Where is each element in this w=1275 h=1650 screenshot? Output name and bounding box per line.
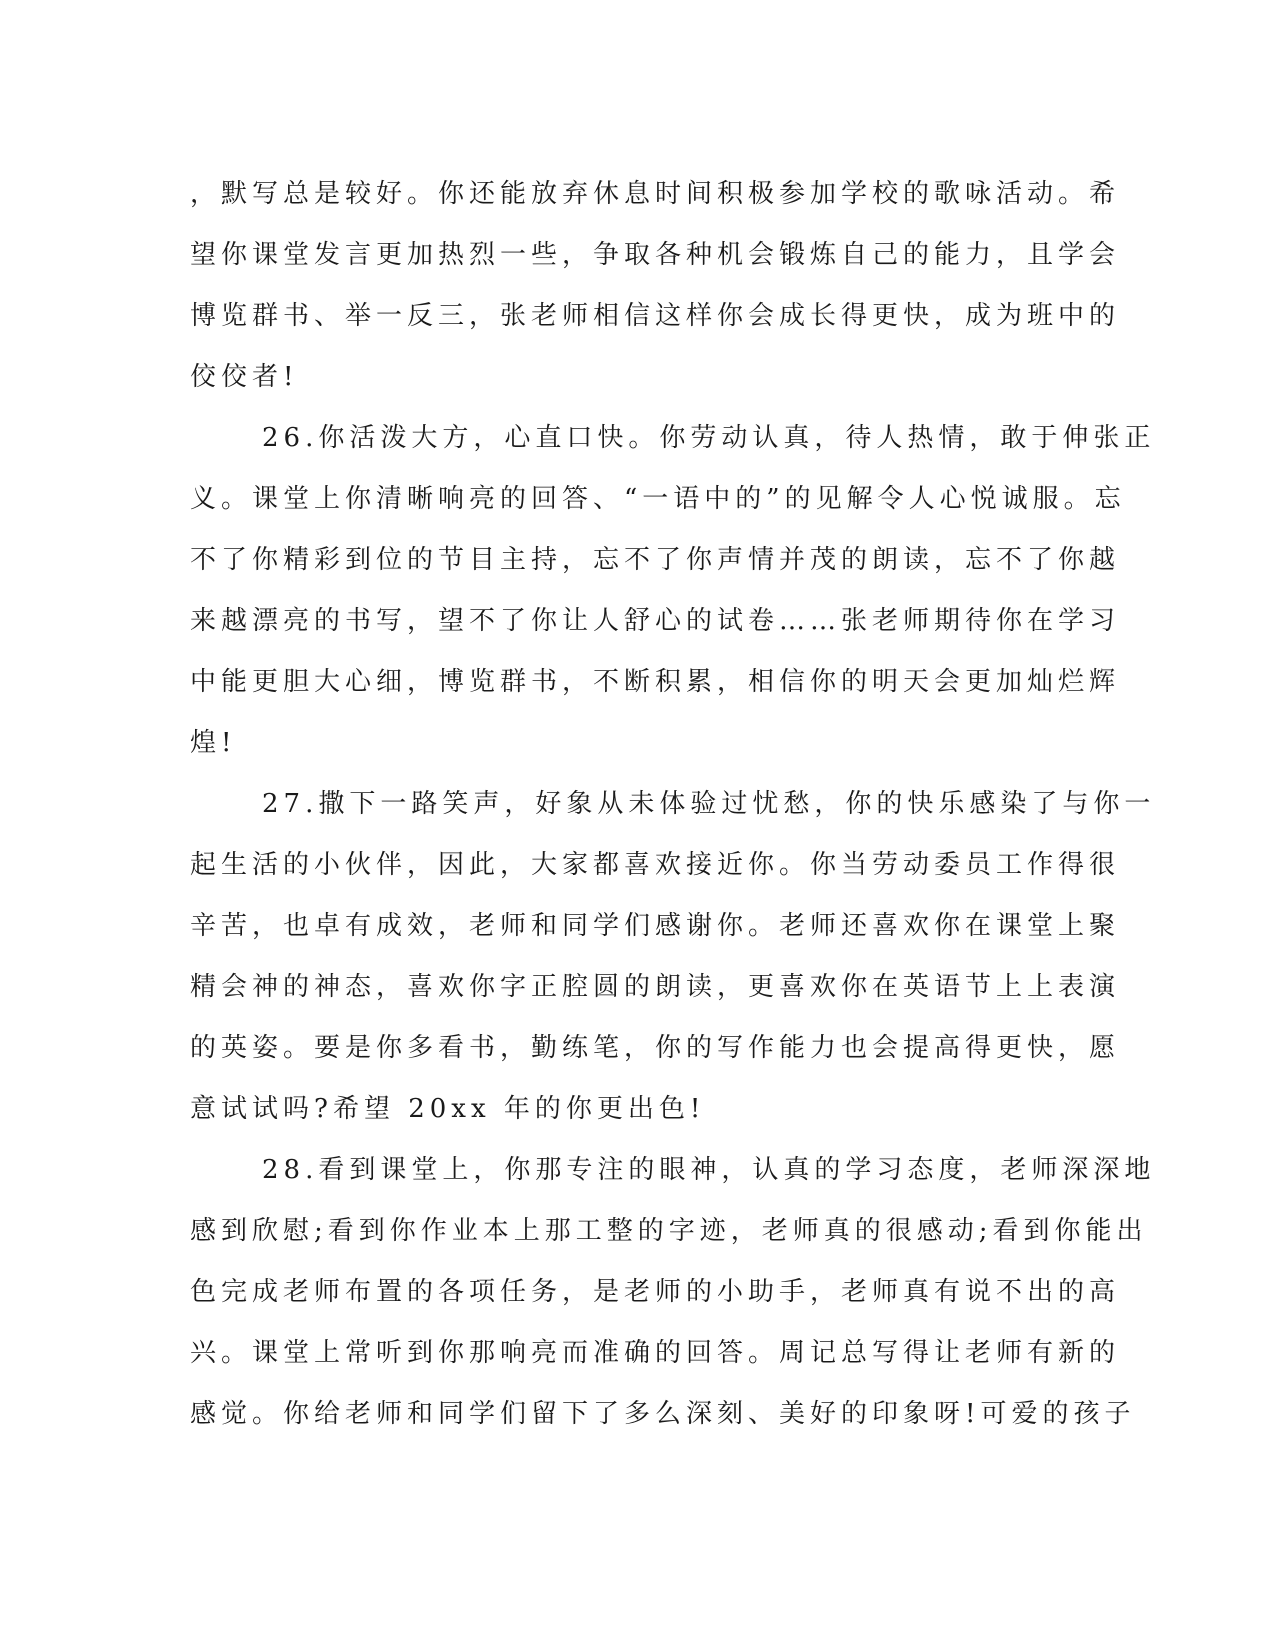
text-line: 感到欣慰;看到你作业本上那工整的字迹，老师真的很感动;看到你能出 bbox=[190, 1216, 1148, 1246]
paragraph-start-28: 28.看到课堂上，你那专注的眼神，认真的学习态度，老师深深地 bbox=[262, 1155, 1156, 1185]
text-line: 博览群书、举一反三，张老师相信这样你会成长得更快，成为班中的 bbox=[190, 301, 1121, 331]
text-line: 不了你精彩到位的节目主持，忘不了你声情并茂的朗读，忘不了你越 bbox=[190, 545, 1121, 575]
text-line: 精会神的神态，喜欢你字正腔圆的朗读，更喜欢你在英语节上上表演 bbox=[190, 972, 1121, 1002]
document-body bbox=[190, 164, 1156, 1445]
text-line: 义。课堂上你清晰响亮的回答、“一语中的”的见解令人心悦诚服。忘 bbox=[190, 484, 1126, 514]
text-line: 望你课堂发言更加热烈一些，争取各种机会锻炼自己的能力，且学会 bbox=[190, 240, 1121, 270]
text-line: 色完成老师布置的各项任务，是老师的小助手，老师真有说不出的高 bbox=[190, 1277, 1121, 1307]
text-line: 来越漂亮的书写，望不了你让人舒心的试卷……张老师期待你在学习 bbox=[190, 606, 1121, 636]
text-line: 兴。课堂上常听到你那响亮而准确的回答。周记总写得让老师有新的 bbox=[190, 1338, 1121, 1368]
text-line: 煌! bbox=[190, 728, 237, 758]
text-line: 感觉。你给老师和同学们留下了多么深刻、美好的印象呀!可爱的孩子 bbox=[190, 1399, 1136, 1429]
text-line: 辛苦，也卓有成效，老师和同学们感谢你。老师还喜欢你在课堂上聚 bbox=[190, 911, 1121, 941]
text-line: 的英姿。要是你多看书，勤练笔，你的写作能力也会提高得更快，愿 bbox=[190, 1033, 1121, 1063]
text-line: ，默写总是较好。你还能放弃休息时间积极参加学校的歌咏活动。希 bbox=[190, 179, 1121, 209]
text-line: 意试试吗?希望 20xx 年的你更出色! bbox=[190, 1094, 706, 1124]
text-line: 起生活的小伙伴，因此，大家都喜欢接近你。你当劳动委员工作得很 bbox=[190, 850, 1121, 880]
paragraph-start-27: 27.撒下一路笑声，好象从未体验过忧愁，你的快乐感染了与你一 bbox=[262, 789, 1156, 819]
text-line: 中能更胆大心细，博览群书，不断积累，相信你的明天会更加灿烂辉 bbox=[190, 667, 1121, 697]
text-line: 佼佼者! bbox=[190, 362, 299, 392]
paragraph-start-26: 26.你活泼大方，心直口快。你劳动认真，待人热情，敢于伸张正 bbox=[262, 423, 1156, 453]
